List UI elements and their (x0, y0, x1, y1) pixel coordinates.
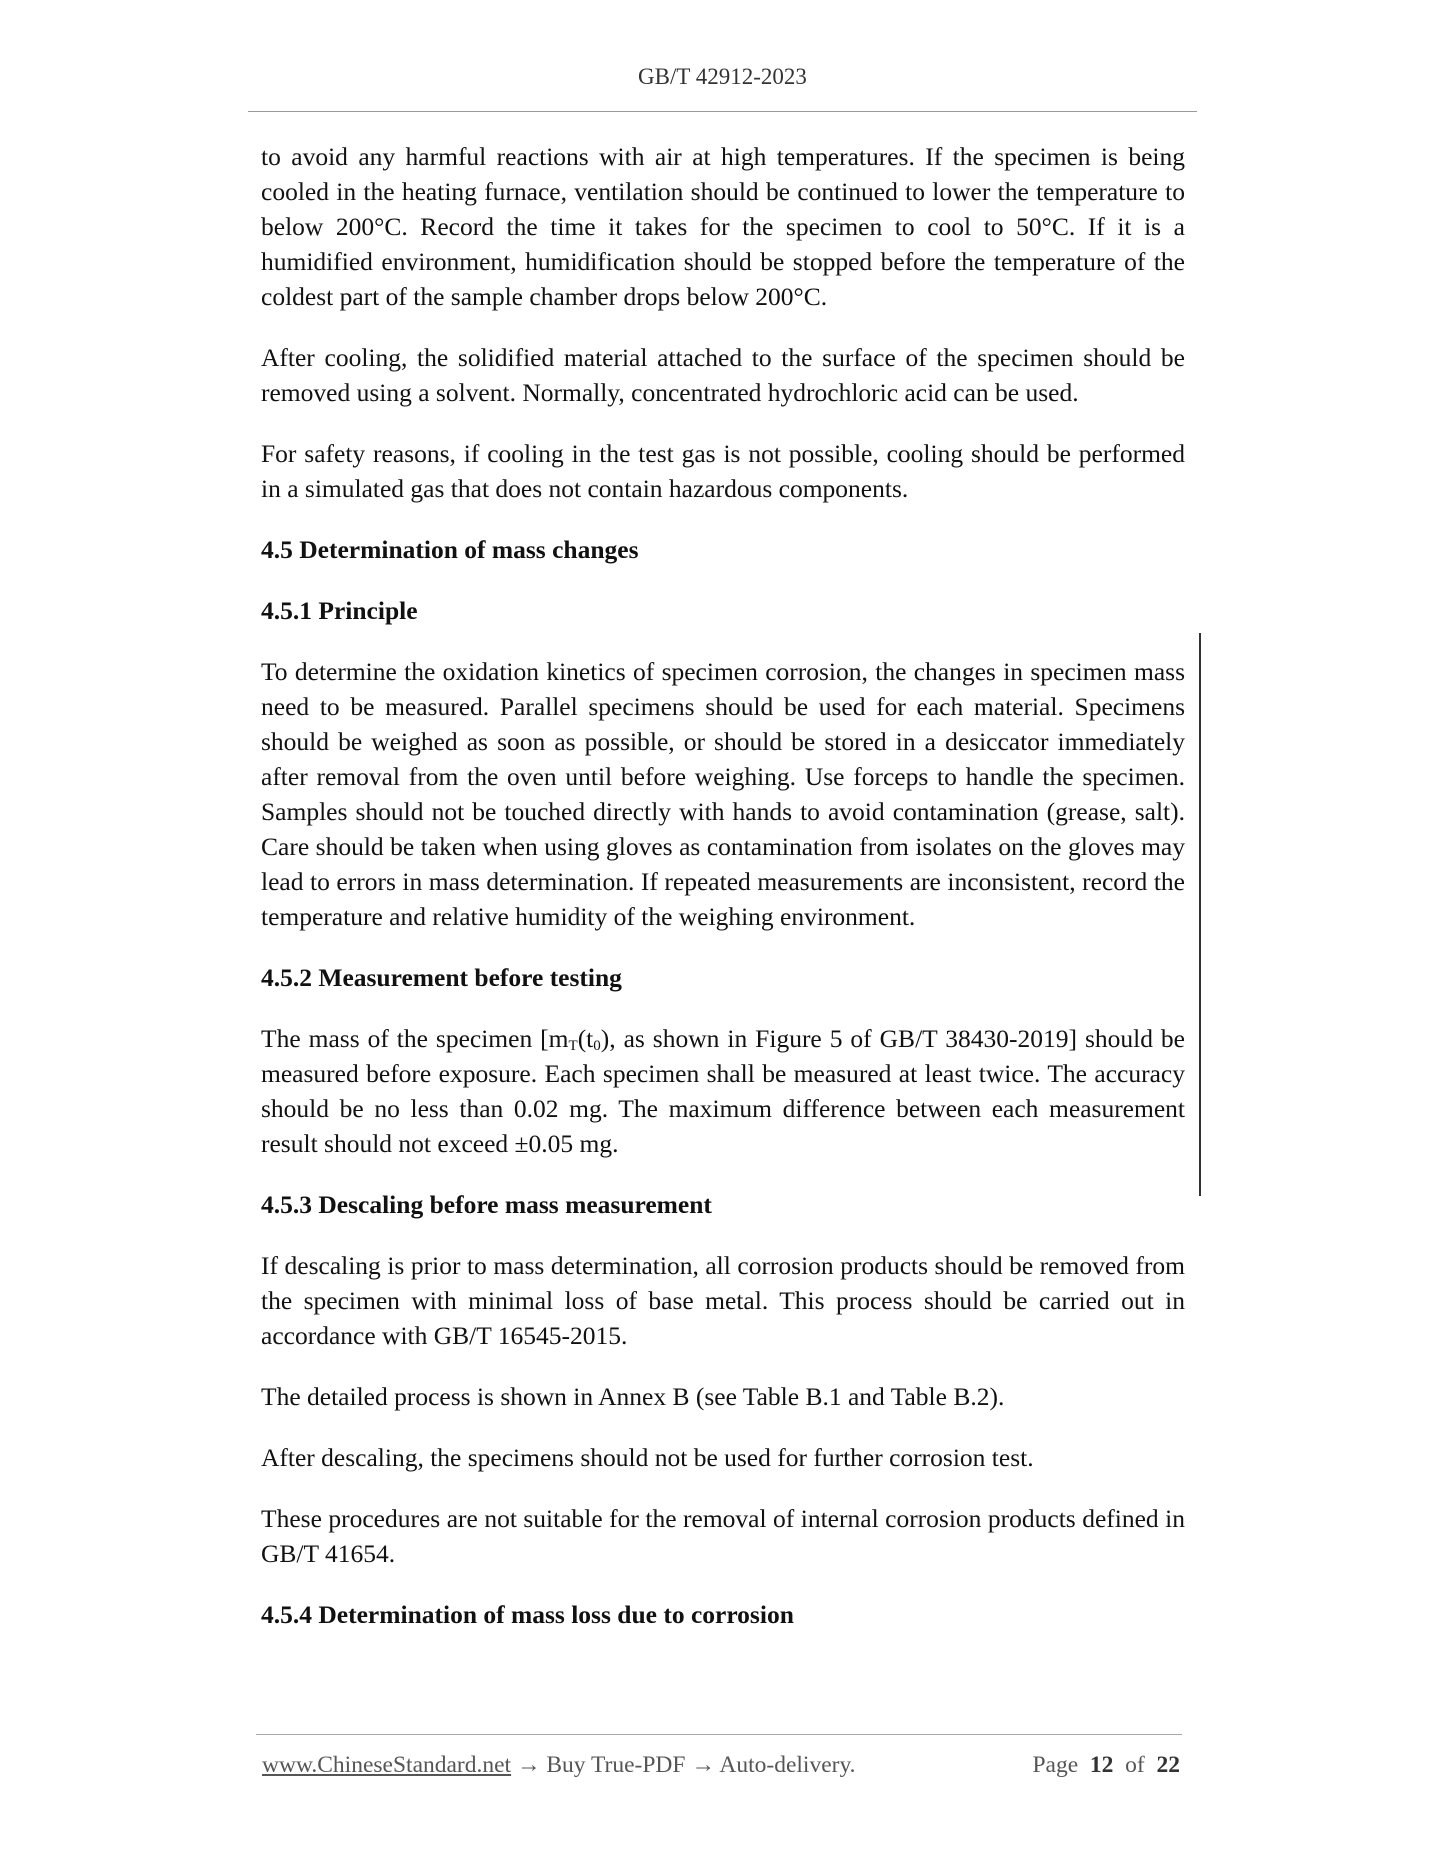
page-of: of (1125, 1752, 1145, 1778)
page-label: Page (1032, 1752, 1079, 1778)
footer-divider (256, 1734, 1182, 1735)
paragraph-descaling: If descaling is prior to mass determination, all corrosion products should be removed from the specimen with minimal loss of base metal. This process should be carried out in accordance with GB/T 16545-2015. (261, 1251, 1185, 1350)
paragraph-principle: To determine the oxidation kinetics of specimen corrosion, the changes in specimen mass need to be measured. Parallel specimens should be used for each material. Specimens should be weighed as soon as possible, or should be stored in a desiccator immediately after removal from the oven until before weighing. Use forceps to handle the specimen. Samples should not be touched directly with hands to avoid contamination (grease, salt). Care should be taken when using gloves as contamination from isolates on the gloves may lead to errors in mass determination. If repeated measurements are inconsistent, record the temperature and relative humidity of the weighing environment. (261, 657, 1185, 931)
paragraph-solvent-removal: After cooling, the solidified material attached to the surface of the specimen should be removed using a solvent. Normally, concentrated hydrochloric acid can be used. (261, 343, 1185, 407)
mass-subscript-t: T (568, 1038, 578, 1054)
header-divider (248, 111, 1197, 112)
heading-4-5: 4.5 Determination of mass changes (261, 535, 639, 564)
footer-promo (262, 1752, 856, 1779)
mass-text-part-1: The mass of the specimen [m (261, 1024, 569, 1053)
footer-promo-text: → Buy True-PDF → Auto-delivery. (511, 1752, 856, 1778)
mass-text-part-3: ), as shown in Figure 5 of GB/T 38430-2019] should be measured before exposure. Each specimen shall be measured at least twice. The accuracy should be no less than 0.02 mg. The maximum difference between each measurement result should not exceed ±0.05 mg. (261, 1024, 1185, 1158)
heading-4-5-4: 4.5.4 Determination of mass loss due to corrosion (261, 1600, 794, 1629)
page-current: 12 (1089, 1752, 1114, 1778)
heading-4-5-1: 4.5.1 Principle (261, 596, 418, 625)
heading-4-5-2: 4.5.2 Measurement before testing (261, 963, 622, 992)
page-number (1032, 1752, 1180, 1779)
paragraph-measurement-before-testing (261, 1021, 1185, 1161)
mass-subscript-0: 0 (593, 1038, 601, 1054)
page-total: 22 (1156, 1752, 1180, 1778)
revision-change-bar (1199, 633, 1201, 1196)
document-body (261, 139, 1185, 1658)
document-header-title: GB/T 42912-2023 (638, 64, 807, 89)
paragraph-annex-b: The detailed process is shown in Annex B (see Table B.1 and Table B.2). (261, 1382, 1005, 1411)
mass-text-part-2: (t (577, 1024, 594, 1053)
heading-4-5-3: 4.5.3 Descaling before mass measurement (261, 1190, 712, 1219)
paragraph-after-descaling: After descaling, the specimens should not be used for further corrosion test. (261, 1443, 1034, 1472)
paragraph-cooling: to avoid any harmful reactions with air at high temperatures. If the specimen is being cooled in the heating furnace, ventilation should be continued to lower the temperature to below 200°C. Record the time it takes for the specimen to cool to 50°C. If it is a humidified environment, humidification should be stopped before the temperature of the coldest part of the sample chamber drops below 200°C. (261, 142, 1185, 311)
paragraph-safety: For safety reasons, if cooling in the test gas is not possible, cooling should be performed in a simulated gas that does not contain hazardous components. (261, 439, 1185, 503)
website-link[interactable]: www.ChineseStandard.net (262, 1752, 512, 1778)
paragraph-internal-corrosion: These procedures are not suitable for the removal of internal corrosion products defined in GB/T 41654. (261, 1504, 1185, 1568)
